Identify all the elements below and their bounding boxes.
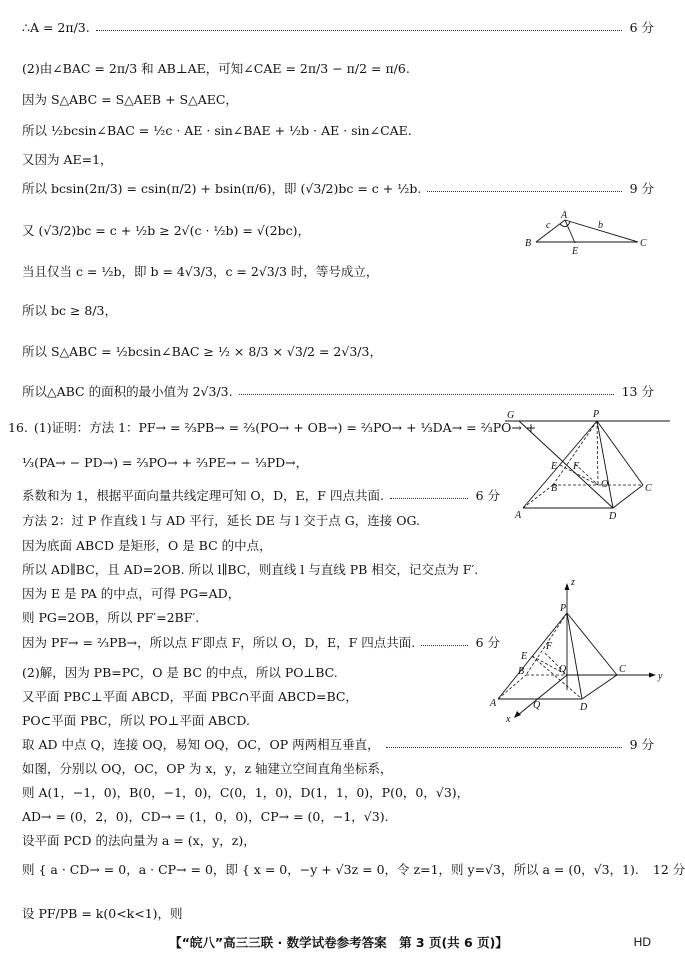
- label-o: O: [601, 479, 609, 490]
- pyramid-figure: [505, 405, 670, 525]
- label-c-point: C: [640, 238, 647, 249]
- line-25: 则 A(1，−1，0)，B(0，−1，0)，C(0，1，0)，D(1，1，0)，P(0，0，√3)，: [22, 785, 470, 800]
- line-8: 所以 bc ≥ 8/3，: [22, 303, 118, 318]
- line-23: 取 AD 中点 Q，连接 OQ，易知 OQ，OC，OP 两两相互垂直， 9 分: [22, 737, 654, 752]
- label-f: F: [573, 461, 580, 472]
- line-29: 设 PF/PB = k(0<k<1)，则: [22, 906, 183, 921]
- label-o: O: [559, 664, 567, 675]
- line-15: 因为底面 ABCD 是矩形，O 是 BC 的中点，: [22, 538, 272, 553]
- label-g: G: [507, 410, 515, 421]
- label-p: P: [560, 603, 567, 614]
- line-21: 又平面 PBC⊥平面 ABCD，平面 PBC∩平面 ABCD=BC，: [22, 689, 358, 704]
- line-6: 又 (√3/2)bc = c + ½b ≥ 2√(c · ½b) = √(2bc)，: [22, 223, 310, 238]
- line-26: AD→ = (0，2，0)，CD→ = (1，0，0)，CP→ = (0，−1，√3).: [22, 809, 389, 824]
- label-a-point: A: [561, 210, 568, 221]
- label-z-axis: z: [571, 577, 575, 588]
- line-22: PO⊂平面 PBC，所以 PO⊥平面 ABCD.: [22, 713, 250, 728]
- page-footer: 【“皖八”高三三联 · 数学试卷参考答案 第 3 页(共 6 页)】: [169, 935, 508, 950]
- label-b: B: [518, 666, 525, 677]
- line-17: 因为 E 是 PA 的中点，可得 PG=AD，: [22, 586, 241, 601]
- line-13: 系数和为 1，根据平面向量共线定理可知 O，D，E，F 四点共面. 6 分: [22, 488, 500, 503]
- coordinate-pyramid-figure: [490, 575, 665, 725]
- label-x-axis: x: [506, 714, 511, 725]
- line-16: 所以 AD∥BC，且 AD=2OB. 所以 l∥BC，则直线 l 与直线 PB 相交，记交点为 F′.: [22, 562, 479, 577]
- line-28: 则 { a · CD→ = 0，a · CP→ = 0，即 { x = 0，−y + √3z = 0，令 z=1，则 y=√3，所以 a = (0，√3，1). 12 分: [22, 862, 685, 877]
- label-c-side: c: [546, 220, 551, 231]
- line-19: 因为 PF→ = ⅔PB→，所以点 F′即点 F，所以 O，D，E，F 四点共面. 6 分: [22, 635, 500, 650]
- label-e-point: E: [572, 246, 579, 257]
- line-2: 因为 S△ABC = S△AEB + S△AEC，: [22, 92, 238, 107]
- label-a: A: [515, 510, 522, 521]
- label-b-point: B: [525, 238, 532, 249]
- line-5: 所以 bcsin(2π/3) = csin(π/2) + bsin(π/6)，即 (√3/2)bc = c + ½b. 9 分: [22, 181, 654, 196]
- line-0: ∴A = 2π/3. 6 分: [22, 19, 654, 35]
- line-4: 又因为 AE=1，: [22, 152, 113, 167]
- line-12: ⅓(PA→ − PD→) = ⅔PO→ + ⅔PE→ − ⅓PD→，: [22, 455, 309, 470]
- line-20: (2)解，因为 PB=PC，O 是 BC 的中点，所以 PO⊥BC.: [22, 665, 338, 680]
- label-e: E: [521, 651, 528, 662]
- label-a: A: [490, 698, 497, 709]
- line-7: 当且仅当 c = ½b，即 b = 4√3/3，c = 2√3/3 时，等号成立，: [22, 264, 379, 279]
- label-e: E: [551, 461, 558, 472]
- label-q: Q: [533, 700, 541, 711]
- line-14: 方法 2：过 P 作直线 l 与 AD 平行，延长 DE 与 l 交于点 G，连接 OG.: [22, 513, 420, 528]
- label-d: D: [609, 511, 617, 522]
- segment-ab: [536, 220, 565, 242]
- line-18: 则 PG=2OB，所以 PF′=2BF′.: [22, 610, 200, 625]
- line-11: 16. (1)证明：方法 1：PF→ = ⅔PB→ = ⅔(PO→ + OB→) = ⅔PO→ + ⅓DA→ = ⅔PO→ +: [8, 419, 537, 435]
- label-c: C: [645, 483, 652, 494]
- footer-code: HD: [633, 935, 651, 949]
- label-d: D: [580, 702, 588, 713]
- label-b: B: [551, 483, 558, 494]
- line-3: 所以 ½bcsin∠BAC = ½c · AE · sin∠BAE + ½b · AE · sin∠CAE.: [22, 123, 412, 138]
- triangle-figure: [520, 210, 650, 270]
- line-1: (2)由∠BAC = 2π/3 和 AB⊥AE，可知∠CAE = 2π/3 − π/2 = π/6.: [22, 61, 410, 76]
- line-10: 所以△ABC 的面积的最小值为 2√3/3. 13 分: [22, 384, 654, 399]
- label-f: F: [546, 641, 553, 652]
- label-p: P: [593, 409, 600, 420]
- segment-ae: [565, 220, 575, 243]
- label-y-axis: y: [658, 671, 663, 682]
- label-c: C: [619, 664, 626, 675]
- line-27: 设平面 PCD 的法向量为 a = (x，y，z)，: [22, 833, 256, 848]
- line-24: 如图，分别以 OQ，OC，OP 为 x，y，z 轴建立空间直角坐标系，: [22, 761, 393, 776]
- line-9: 所以 S△ABC = ½bcsin∠BAC ≥ ½ × 8/3 × √3/2 = 2√3/3，: [22, 344, 382, 359]
- label-b-side: b: [598, 220, 603, 231]
